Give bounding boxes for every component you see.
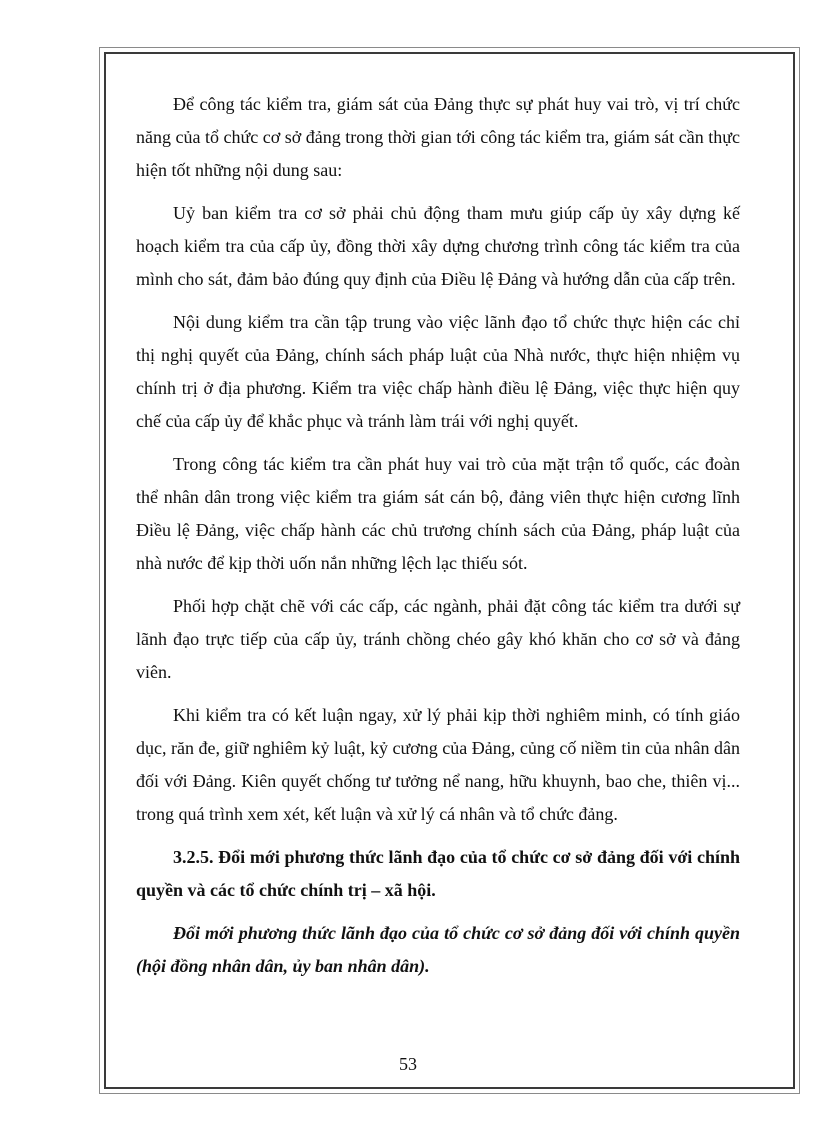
- page-content: [136, 88, 740, 993]
- paragraph-fatherland-front: Trong công tác kiểm tra cần phát huy vai trò của mặt trận tổ quốc, các đoàn thể nhân dân trong việc kiểm tra giám sát cán bộ, đảng viên thực hiện cương lĩnh Điều lệ Đảng, việc chấp hành các chủ trương chính sách của Đảng, pháp luật của nhà nước để kịp thời uốn nắn những lệch lạc thiếu sót.: [136, 454, 740, 573]
- paragraph-conclusion-handling: Khi kiểm tra có kết luận ngay, xử lý phải kịp thời nghiêm minh, có tính giáo dục, răn đe, giữ nghiêm kỷ luật, kỷ cương của Đảng, củng cố niềm tin của nhân dân đối với Đảng. Kiên quyết chống tư tưởng nể nang, hữu khuynh, bao che, thiên vị... trong quá trình xem xét, kết luận và xử lý cá nhân và tổ chức đảng.: [136, 705, 740, 824]
- paragraph-coordination: Phối hợp chặt chẽ với các cấp, các ngành, phải đặt công tác kiểm tra dưới sự lãnh đạo trực tiếp của cấp ủy, tránh chồng chéo gây khó khăn cho cơ sở và đảng viên.: [136, 596, 740, 682]
- page-number: 53: [399, 1054, 417, 1074]
- paragraph-intro: Để công tác kiểm tra, giám sát của Đảng thực sự phát huy vai trò, vị trí chức năng của tổ chức cơ sở đảng trong thời gian tới công tác kiểm tra, giám sát cần thực hiện tốt những nội dung sau:: [136, 94, 740, 180]
- section-subheading: Đổi mới phương thức lãnh đạo của tổ chức cơ sở đảng đối với chính quyền (hội đồng nhân dân, ủy ban nhân dân).: [136, 923, 740, 976]
- paragraph-inspection-content: Nội dung kiểm tra cần tập trung vào việc lãnh đạo tổ chức thực hiện các chỉ thị nghị quyết của Đảng, chính sách pháp luật của Nhà nước, thực hiện nhiệm vụ chính trị ở địa phương. Kiểm tra việc chấp hành điều lệ Đảng, việc thực hiện quy chế của cấp ủy để khắc phục và tránh làm trái với nghị quyết.: [136, 312, 740, 431]
- paragraph-committee-advise: Uỷ ban kiểm tra cơ sở phải chủ động tham mưu giúp cấp ủy xây dựng kế hoạch kiểm tra của cấp ủy, đồng thời xây dựng chương trình công tác kiểm tra của mình cho sát, đảm bảo đúng quy định của Điều lệ Đảng và hướng dẫn của cấp trên.: [136, 203, 740, 289]
- section-heading: 3.2.5. Đổi mới phương thức lãnh đạo của tổ chức cơ sở đảng đối với chính quyền và các tổ chức chính trị – xã hội.: [136, 847, 740, 900]
